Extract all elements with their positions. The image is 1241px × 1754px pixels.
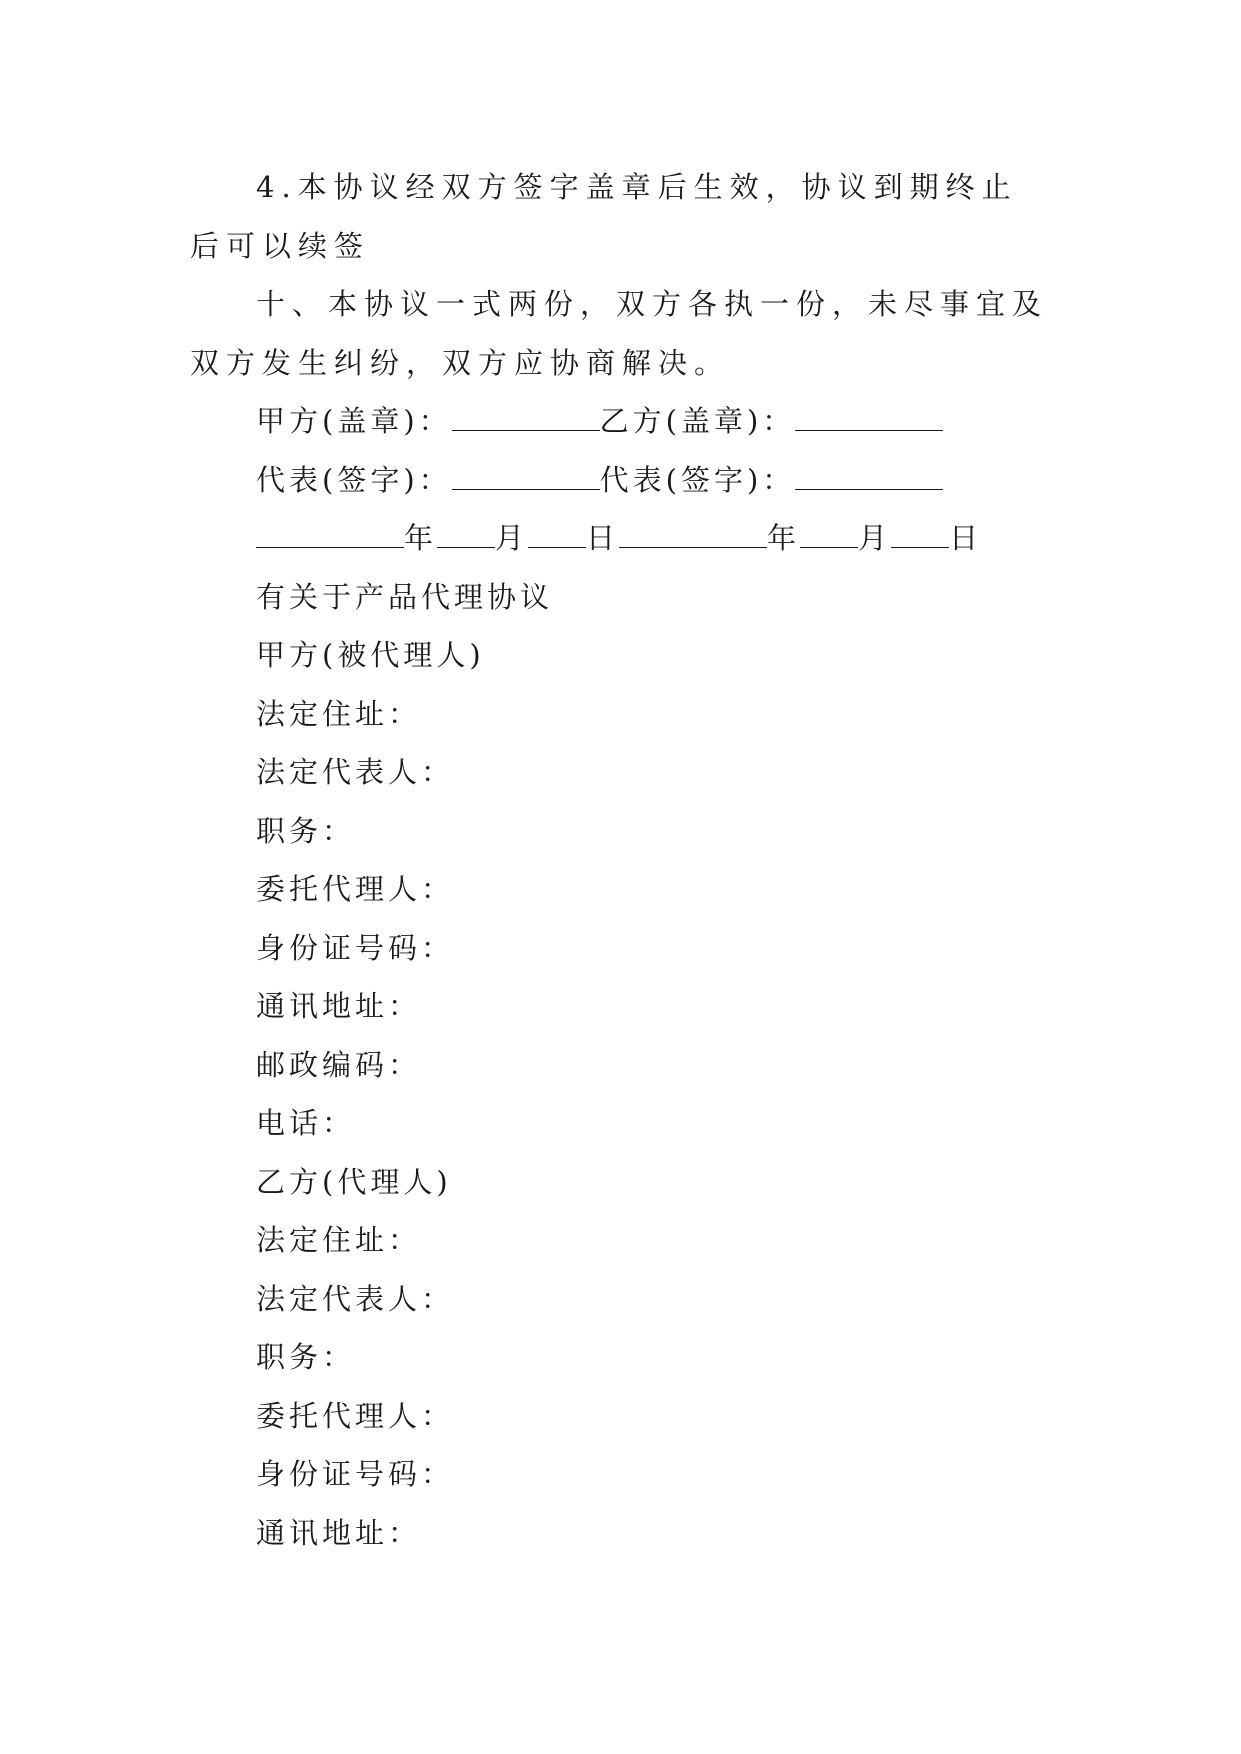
party-b-legal-rep-field: 法定代表人： (256, 1281, 455, 1316)
party-b-seal-label: 乙方(盖章)： (599, 404, 796, 438)
seal-line (190, 392, 1050, 451)
month-a-blank (437, 521, 495, 548)
party-a-address-field: 法定住址： (256, 696, 422, 731)
party-b-seal-blank (795, 404, 943, 431)
clause-4: 4.本协议经双方签字盖章后生效，协议到期终止后可以续签 (190, 170, 1018, 263)
party-b-agent-field: 委托代理人： (256, 1398, 455, 1433)
day-b-label: 日 (949, 521, 983, 555)
rep-a-sign-blank (452, 463, 600, 490)
party-b-address-field: 法定住址： (256, 1223, 422, 1257)
party-b-position-field: 职务： (256, 1340, 356, 1374)
year-b-label: 年 (767, 521, 801, 555)
rep-b-sign-blank (795, 463, 943, 490)
party-b-heading: 乙方(代理人) (256, 1164, 452, 1199)
clause-10: 十、本协议一式两份，双方各执一份，未尽事宜及双方发生纠纷，双方应协商解决。 (190, 287, 1049, 380)
day-b-blank (891, 521, 949, 548)
party-a-agent-field: 委托代理人： (256, 872, 455, 906)
party-a-position-field: 职务： (256, 813, 356, 848)
party-a-seal-blank (452, 404, 600, 431)
sign-line (190, 451, 1050, 510)
year-a-blank (256, 521, 404, 548)
party-a-mail-address-field: 通讯地址： (256, 989, 422, 1023)
party-b-mail-address-field: 通讯地址： (256, 1515, 422, 1550)
year-b-blank (619, 521, 767, 548)
date-line (190, 509, 1050, 568)
month-b-blank (800, 521, 858, 548)
party-a-heading: 甲方(被代理人) (256, 638, 485, 672)
month-a-label: 月 (495, 521, 529, 555)
party-b-id-field: 身份证号码： (256, 1457, 455, 1491)
party-a-postcode-field: 邮政编码： (256, 1047, 422, 1082)
agreement-title: 有关于产品代理协议 (256, 579, 554, 614)
month-b-label: 月 (858, 521, 892, 555)
party-a-seal-label: 甲方(盖章)： (256, 404, 452, 438)
document-body (190, 158, 1050, 1562)
rep-a-sign-label: 代表(签字)： (256, 462, 452, 497)
rep-b-sign-label: 代表(签字)： (599, 462, 796, 497)
party-a-phone-field: 电话： (256, 1106, 356, 1140)
party-a-legal-rep-field: 法定代表人： (256, 755, 455, 789)
day-a-label: 日 (586, 521, 620, 555)
year-a-label: 年 (404, 521, 438, 555)
party-a-id-field: 身份证号码： (256, 930, 455, 965)
day-a-blank (528, 521, 586, 548)
